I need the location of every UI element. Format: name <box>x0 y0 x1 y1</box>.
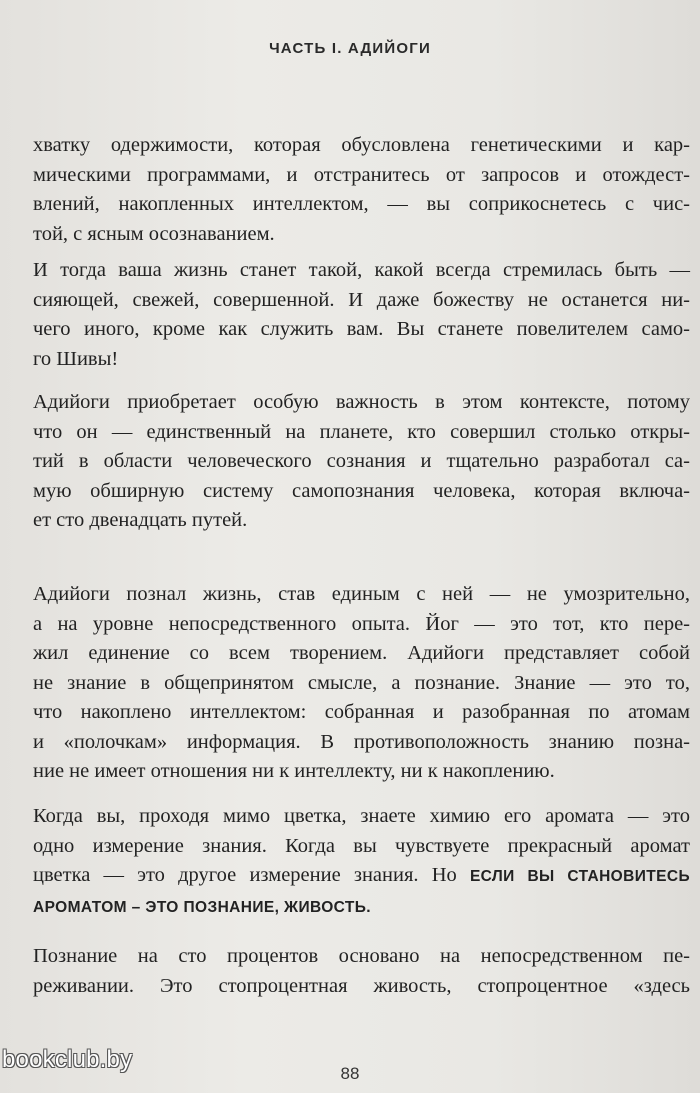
emphasis-text: ЕСЛИ ВЫ СТАНОВИТЕСЬ <box>469 868 691 885</box>
text-line: хватку одержимости, которая обусловлена генетическими и кар- <box>33 134 690 156</box>
paragraph-1 <box>33 131 690 249</box>
text-line: не знание в общепринятом смысле, а познание. Знание — это то, <box>33 671 690 694</box>
text-line: что он — единственный на планете, кто совершил столько откры- <box>33 420 690 443</box>
text-line: реживании. Это стопроцентная живость, стопроцентное «здесь <box>33 974 690 997</box>
text-line: одно измерение знания. Когда вы чувствуете прекрасный аромат <box>33 834 690 857</box>
text-line: сияющей, свежей, совершенной. И даже божеству не останется ни- <box>33 288 690 311</box>
text-line: Адийоги приобретает особую важность в этом контексте, потому <box>33 391 690 413</box>
text-line: ет сто двенадцать путей. <box>33 509 248 531</box>
emphasis-text: АРОМАТОМ – ЭТО ПОЗНАНИЕ, ЖИВОСТЬ. <box>33 898 371 916</box>
text-line: влений, накопленных интеллектом, — вы соприкоснетесь с чис- <box>33 193 690 215</box>
text-line: Когда вы, проходя мимо цветка, знаете химию его аромата — это <box>33 805 690 827</box>
text-line: той, с ясным осознаванием. <box>33 222 275 245</box>
text-segment: цветка — это другое измерение знания. Но <box>33 864 457 886</box>
running-header: ЧАСТЬ I. АДИЙОГИ <box>269 40 431 57</box>
text-line: мическими программами, и отстранитесь от запросов и отождест- <box>33 163 690 186</box>
text-line: жил единение со всем творением. Адийоги представляет собой <box>33 642 690 664</box>
text-line: И тогда ваша жизнь станет такой, какой всегда стремилась быть — <box>33 259 690 281</box>
text-line: го Шивы! <box>33 347 119 370</box>
text-line: чего иного, кроме как служить вам. Вы станете повелителем само- <box>33 318 690 340</box>
text-line: ние не имеет отношения ни к интеллекту, ни к накоплению. <box>33 760 555 782</box>
paragraph-2 <box>33 256 690 374</box>
text-line: Познание на сто процентов основано на непосредственном пе- <box>33 945 690 967</box>
text-line: Адийоги познал жизнь, став единым с ней — не умозрительно, <box>33 583 690 605</box>
paragraph-5 <box>33 802 690 922</box>
paragraph-4 <box>33 580 690 787</box>
text-line: что накоплено интеллектом: собранная и разобранная по атомам <box>33 701 690 723</box>
emphasis-line <box>33 892 690 923</box>
text-line: а на уровне непосредственного опыта. Йог — это тот, кто пере- <box>33 612 690 635</box>
page-number: 88 <box>340 1064 360 1083</box>
text-line: мую обширную систему самопознания человека, которая включа- <box>33 479 690 502</box>
text-line: и «полочкам» информация. В противоположность знанию позна- <box>33 730 690 753</box>
paragraph-6 <box>33 942 690 1001</box>
watermark-logo: bookclub.by <box>2 1046 133 1073</box>
paragraph-3 <box>33 388 690 536</box>
text-line: тий в области человеческого сознания и тщательно разработал са- <box>33 450 690 472</box>
text-line-mixed <box>33 861 690 892</box>
